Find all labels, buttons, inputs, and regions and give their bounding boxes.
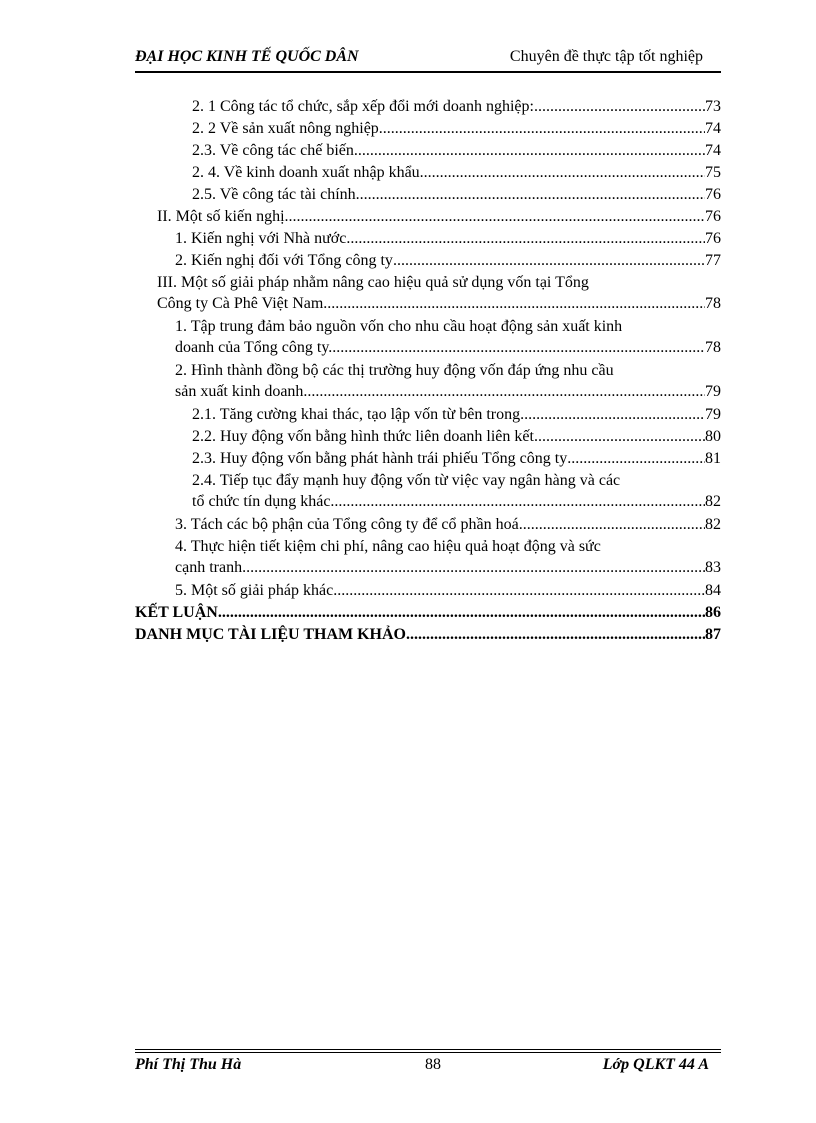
toc-entry-title: 2.2. Huy động vốn bằng hình thức liên doanh liên kết xyxy=(192,428,534,445)
toc-entry-title-line1: 2.4. Tiếp tục đẩy mạnh huy động vốn từ việc vay ngân hàng và các xyxy=(192,472,621,489)
toc-dot-leader xyxy=(393,250,705,271)
toc-entry-page: 74 xyxy=(705,142,721,159)
toc-entry xyxy=(175,250,721,271)
toc-entry xyxy=(192,184,721,205)
toc-entry xyxy=(175,228,721,249)
toc-entry xyxy=(135,602,721,623)
page-footer xyxy=(135,1056,721,1078)
toc-entry-title: 2.3. Huy động vốn bằng phát hành trái phiếu Tổng công ty xyxy=(192,450,568,467)
footer-class: Lớp QLKT 44 A xyxy=(602,1056,709,1073)
toc-entry xyxy=(175,536,721,578)
toc-entry xyxy=(175,580,721,601)
toc-dot-leader xyxy=(346,228,705,249)
footer-rule xyxy=(135,1052,721,1053)
toc-dot-leader xyxy=(383,118,705,139)
toc-entry-page: 76 xyxy=(705,186,721,203)
toc-entry-page: 80 xyxy=(705,428,721,445)
toc-dot-leader xyxy=(406,624,705,645)
toc-entry-title-line1: 4. Thực hiện tiết kiệm chi phí, nâng cao hiệu quả hoạt động và sức xyxy=(175,538,601,555)
footer-author: Phí Thị Thu Hà xyxy=(135,1056,242,1073)
toc-entry-title: cạnh tranh xyxy=(175,559,243,576)
toc-entry-page: 76 xyxy=(705,208,721,225)
toc-dot-leader xyxy=(330,491,705,512)
toc-entry-title: 2. 1 Công tác tổ chức, sắp xếp đổi mới doanh nghiệp: xyxy=(192,98,534,115)
toc-dot-leader xyxy=(303,381,705,402)
toc-dot-leader xyxy=(332,337,705,358)
toc-dot-leader xyxy=(323,293,705,314)
toc-entry-page: 79 xyxy=(705,406,721,423)
toc-entry-title: Công ty Cà Phê Việt Nam xyxy=(157,295,324,312)
toc-entry-title: tổ chức tín dụng khác xyxy=(192,493,331,510)
toc-entry xyxy=(175,514,721,535)
toc-entry xyxy=(192,448,721,469)
toc-dot-leader xyxy=(424,162,705,183)
page-header xyxy=(135,48,721,72)
toc-entry-page: 79 xyxy=(705,383,721,400)
toc-dot-leader xyxy=(567,448,705,469)
toc-entry xyxy=(157,206,721,227)
toc-entry xyxy=(192,140,721,161)
toc-entry-title: 2.1. Tăng cường khai thác, tạo lập vốn từ bên trong xyxy=(192,406,521,423)
toc-entry xyxy=(175,316,721,358)
toc-entry xyxy=(192,96,721,117)
toc-dot-leader xyxy=(519,514,705,535)
toc-entry-page: 81 xyxy=(705,450,721,467)
footer-rule xyxy=(135,1049,721,1050)
toc-entry-title: 2. 4. Về kinh doanh xuất nhập khẩu. xyxy=(192,164,424,181)
toc-entry-title: DANH MỤC TÀI LIỆU THAM KHẢO xyxy=(135,626,406,643)
toc-dot-leader xyxy=(520,404,705,425)
toc-entry xyxy=(157,272,721,314)
toc-dot-leader xyxy=(242,557,705,578)
toc-entry-title-line1: 1. Tập trung đảm bảo nguồn vốn cho nhu cầu hoạt động sản xuất kinh xyxy=(175,318,623,335)
toc-entry-page: 76 xyxy=(705,230,721,247)
header-rule xyxy=(135,71,721,73)
toc-entry-title: 5. Một số giải pháp khác xyxy=(175,582,334,599)
toc-entry-page: 87 xyxy=(705,626,721,643)
toc-entry-title: 2. 2 Về sản xuất nông nghiệp. xyxy=(192,120,383,137)
toc-entry-title: 2.5. Về công tác tài chính. xyxy=(192,186,360,203)
header-title: Chuyên đề thực tập tốt nghiệp xyxy=(509,48,703,65)
toc-entry-page: 82 xyxy=(705,516,721,533)
toc-entry-title: 3. Tách các bộ phận của Tổng công ty để cổ phần hoá xyxy=(175,516,519,533)
toc-dot-leader xyxy=(358,140,705,161)
toc-entry-page: 73 xyxy=(705,98,721,115)
toc-dot-leader xyxy=(534,96,705,117)
toc-entry-title: 2.3. Về công tác chế biến. xyxy=(192,142,358,159)
toc-entry xyxy=(192,118,721,139)
header-university: ĐẠI HỌC KINH TẾ QUỐC DÂN xyxy=(135,48,359,65)
toc-entry-page: 78 xyxy=(705,295,721,312)
toc-entry-title: 2. Kiến nghị đối với Tổng công ty xyxy=(175,252,393,269)
toc-entry-title: doanh của Tổng công ty. xyxy=(175,339,333,356)
toc-entry-title: II. Một số kiến nghị xyxy=(157,208,285,225)
toc-entry-page: 74 xyxy=(705,120,721,137)
toc-entry xyxy=(192,162,721,183)
toc-entry-title-line1: 2. Hình thành đồng bộ các thị trường huy động vốn đáp ứng nhu cầu xyxy=(175,362,614,379)
toc-entry xyxy=(135,624,721,645)
toc-dot-leader xyxy=(285,206,705,227)
toc-dot-leader xyxy=(360,184,705,205)
toc-entry-title-line1: III. Một số giải pháp nhằm nâng cao hiệu quả sử dụng vốn tại Tổng xyxy=(157,274,589,291)
toc-entry-page: 86 xyxy=(705,604,721,621)
toc-entry-page: 82 xyxy=(705,493,721,510)
toc-entry-title: KẾT LUẬN xyxy=(135,604,218,621)
toc-dot-leader xyxy=(218,602,705,623)
toc-entry-page: 78 xyxy=(705,339,721,356)
page-number: 88 xyxy=(425,1056,441,1073)
toc-entry-title: sản xuất kinh doanh xyxy=(175,383,304,400)
toc-entry-page: 77 xyxy=(705,252,721,269)
toc-entry xyxy=(175,360,721,402)
toc-entry xyxy=(192,470,721,512)
toc-dot-leader xyxy=(333,580,705,601)
toc-entry-title: 1. Kiến nghị với Nhà nước xyxy=(175,230,347,247)
toc-entry-page: 83 xyxy=(705,559,721,576)
toc-entry-page: 75 xyxy=(705,164,721,181)
toc-entry xyxy=(192,404,721,425)
toc-entry xyxy=(192,426,721,447)
toc-entry-page: 84 xyxy=(705,582,721,599)
toc-dot-leader xyxy=(534,426,705,447)
